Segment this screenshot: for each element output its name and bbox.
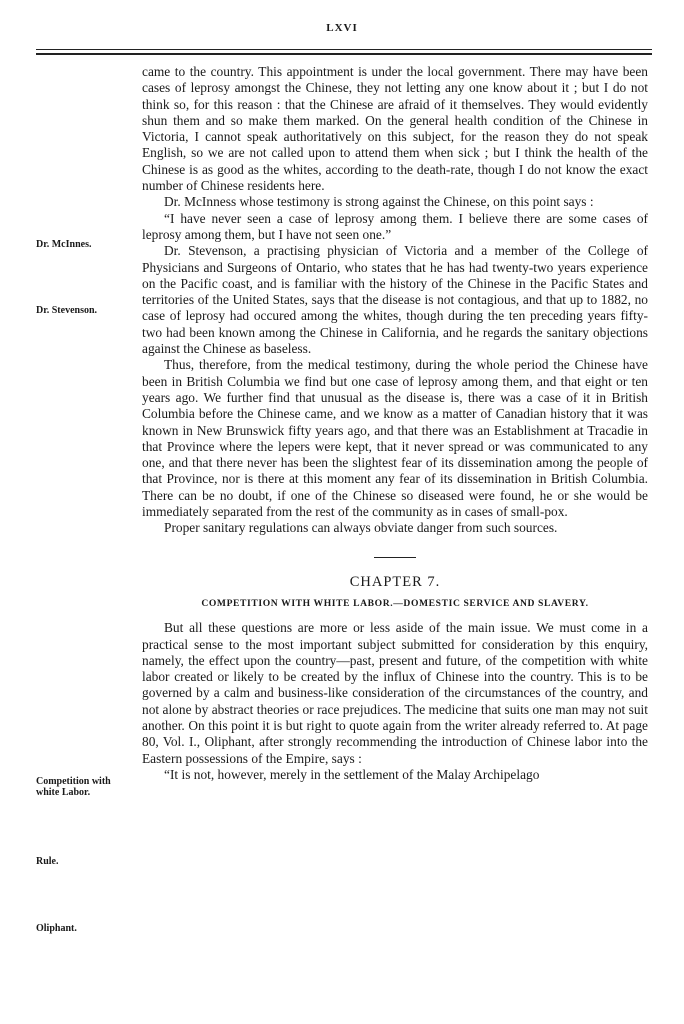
- sidenote-mcinnes: Dr. McInnes.: [36, 239, 92, 250]
- sidenote-stevenson: Dr. Stevenson.: [36, 305, 98, 316]
- paragraph-sanitary: Proper sanitary regulations can always obviate danger from such sources.: [164, 520, 558, 536]
- paragraph-continuation: came to the country. This appointment is under the local government. There may have been cases of leprosy amongst the Chinese, they not letting any one know about it ; but I do not think so, for this reason : that the Chinese are afraid of it themselves. They would evidently shun them and so make them marked. On the general health condition of the Chinese in Victoria, I cannot speak authoritatively on this subject, for the reason they do not speak English, so we are not called upon to attend them when sick ; but I think the health of the Chinese is as good as the whites, according to the death-rate, though I do not know the exact number of Chinese residents here.: [142, 64, 648, 194]
- quote-oliphant: “It is not, however, merely in the settlement of the Malay Archipelago: [164, 766, 540, 782]
- page-number: LXVI: [326, 22, 358, 34]
- quote-mcinness: “I have never seen a case of leprosy among them. I believe there are some cases of leprosy among them, but I have not seen one.”: [142, 210, 648, 242]
- header-rule: [36, 49, 652, 50]
- sidenote-competition: Competition with white Labor.: [36, 776, 111, 798]
- header-rule-double: [36, 53, 652, 55]
- main-text: [142, 64, 648, 783]
- section-divider: [374, 557, 416, 558]
- chapter-subtitle: COMPETITION WITH WHITE LABOR.—DOMESTIC SERVICE AND SLAVERY.: [201, 597, 589, 609]
- paragraph-summary: Thus, therefore, from the medical testimony, during the whole period the Chinese have been in British Columbia we find but one case of leprosy among them, and that eight or ten years ago. We further find that unusual as the disease is, there was a case of it in British Columbia before the Chinese came, and we know as a matter of Canadian history that it was known in New Brunswick fifty years ago, and that there was an Establishment at Tracadie in that Province where the lepers were kept, that it never spread or was communicated to any one, and that there never has been the slightest fear of its dissemination among the people of that Province, nor is there at this moment any fear of its dissemination in British Columbia. There can be no doubt, if one of the Chinese so diseased were found, he or she would be immediately separated from the rest of the community as in cases of small-pox.: [142, 357, 648, 520]
- sidenote-oliphant: Oliphant.: [36, 923, 77, 934]
- paragraph-stevenson: Dr. Stevenson, a practising physician of Victoria and a member of the College of Physicians and Surgeons of Ontario, who states that he has had twenty-two years experience on the Pacific coast, and is familiar with the history of the Chinese in the Pacific States and territories of the United States, says that the disease is not contagious, and that up to 1882, no case of leprosy had occured among the whites, though during the ten preceding years fifty-two had been known among the Chinese in California, and he regards the sanitary objections against the Chinese as baseless.: [142, 243, 648, 357]
- sidenote-rule: Rule.: [36, 856, 59, 867]
- paragraph-mcinness: Dr. McInness whose testimony is strong against the Chinese, on this point says :: [164, 194, 594, 210]
- paragraph-competition: But all these questions are more or less aside of the main issue. We must come in a practical sense to the most important subject submitted for consideration by this enquiry, namely, the effect upon the country—past, present and future, of the competition with white labor created or likely to be created by the influx of Chinese into the country. This is to be governed by a calm and business-like consideration of the circumstances of the country, and not alone by abstract theories or race prejudices. The medicine that suits one man may not suit another. On this point it is but right to quote again from the writer already referred to. At page 80, Vol. I., Oliphant, after strongly recommending the introduction of Chinese labor into the Eastern possessions of the Empire, says :: [142, 620, 648, 766]
- chapter-title: CHAPTER 7.: [349, 573, 441, 590]
